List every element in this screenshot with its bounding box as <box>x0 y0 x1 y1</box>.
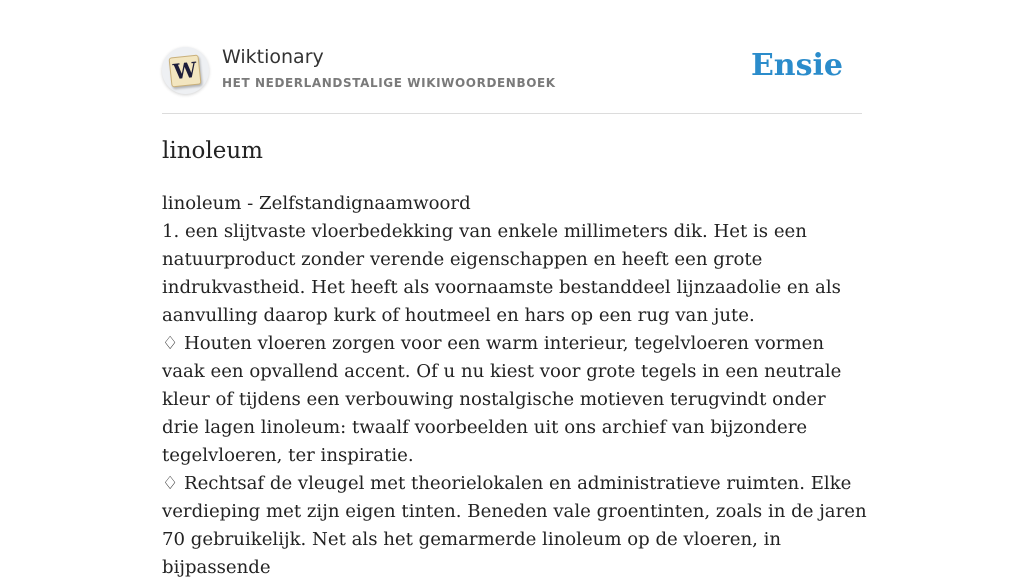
ensie-brand-logo[interactable]: Ensie <box>750 48 843 83</box>
logo-letter: W <box>169 55 202 88</box>
wiktionary-logo[interactable] <box>162 47 209 94</box>
header-divider <box>162 113 862 114</box>
entry-subtitle: linoleum - Zelfstandignaamwoord <box>162 193 471 214</box>
entry-definition: 1. een slijtvaste vloerbedekking van enkele millimeters dik. Het is een natuurproduct zonder verende eigenschappen en heeft een grote indrukvastheid. Het heeft als voornaamste bestanddeel lijnzaadolie en als aanvulling daarop kurk of houtmeel en hars op een rug van jute. <box>162 221 841 326</box>
entry-title: linoleum <box>162 138 263 164</box>
site-name[interactable]: Wiktionary <box>222 46 324 68</box>
entry-example-2: ♢ Rechtsaf de vleugel met theorielokalen en administratieve ruimten. Elke verdieping met zijn eigen tinten. Beneden vale groentinten, zoals in de jaren 70 gebruikelijk. Net als het gemarmerde linoleum op de vloeren, in bijpassende <box>162 473 867 578</box>
site-header <box>162 44 862 96</box>
entry-body <box>162 190 867 582</box>
entry-example-1: ♢ Houten vloeren zorgen voor een warm interieur, tegelvloeren vormen vaak een opvallend accent. Of u nu kiest voor grote tegels in een neutrale kleur of tijdens een verbouwing nostalgische motieven terugvindt onder drie lagen linoleum: twaalf voorbeelden uit ons archief van bijzondere tegelvloeren, ter inspiratie. <box>162 333 842 466</box>
site-tagline: HET NEDERLANDSTALIGE WIKIWOORDENBOEK <box>222 76 556 90</box>
